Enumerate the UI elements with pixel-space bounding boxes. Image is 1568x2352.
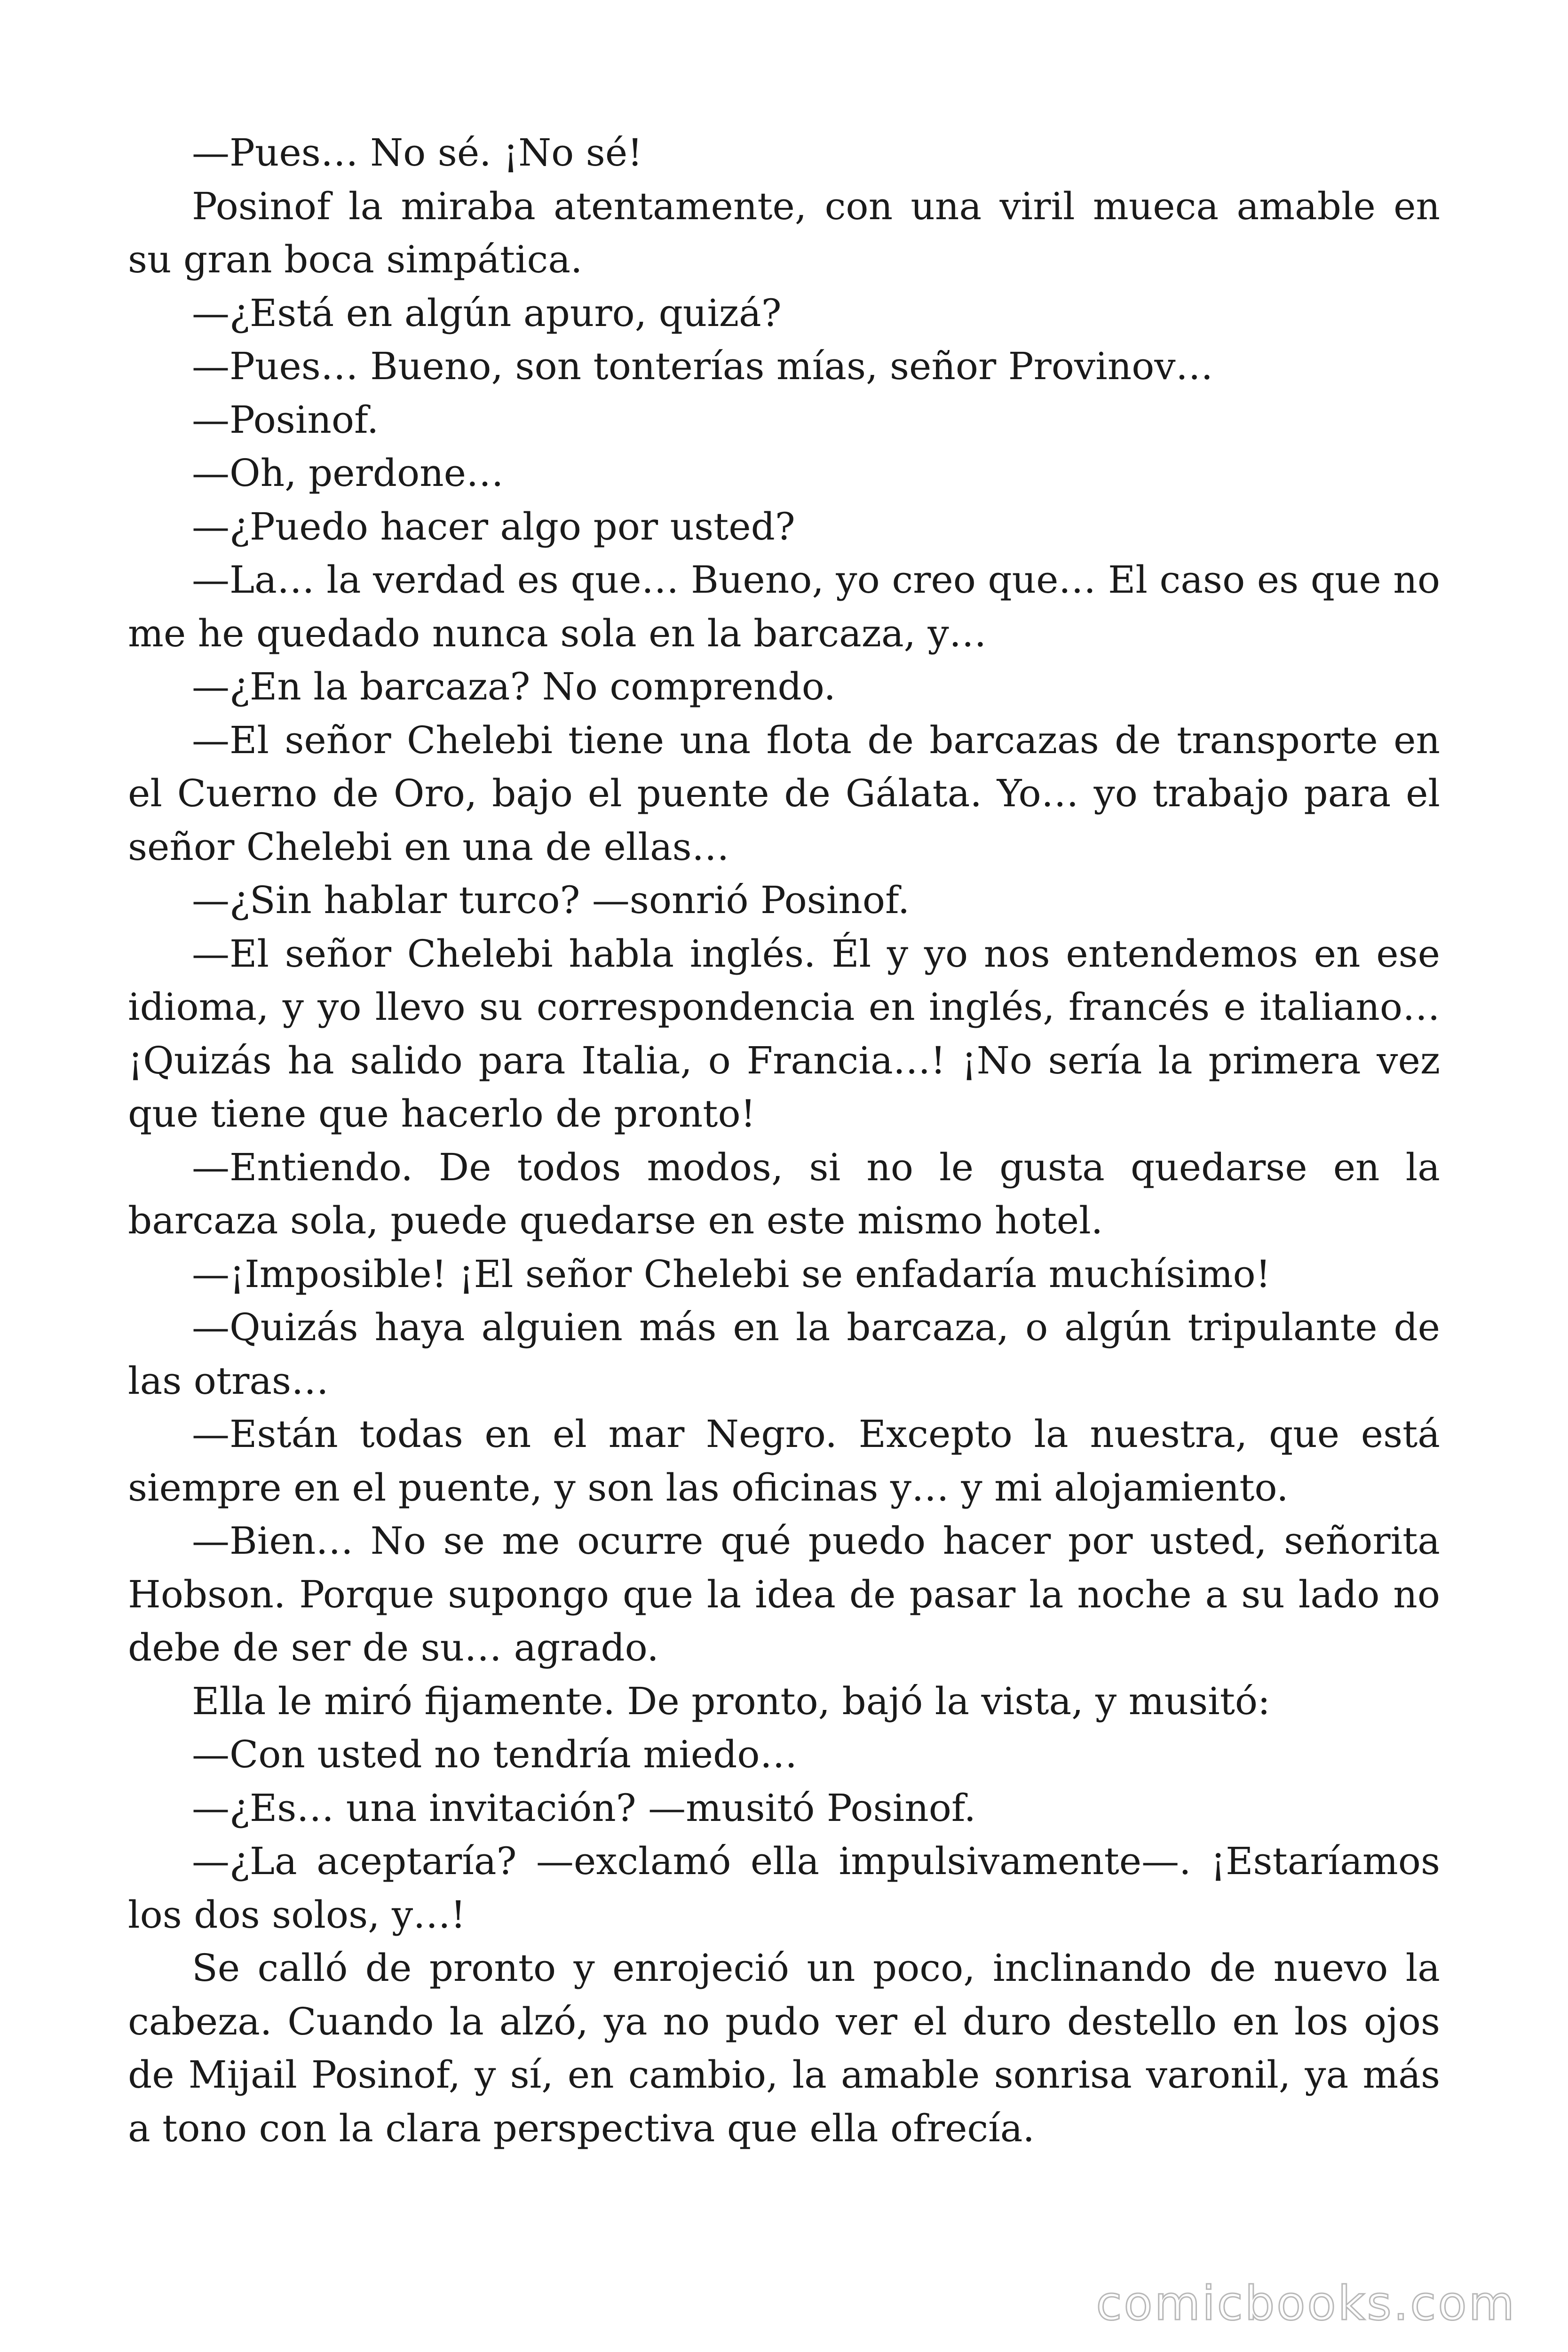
paragraph: —Quizás haya alguien más en la barcaza, o algún tripulante de las otras… xyxy=(128,1305,1440,1403)
paragraph: —Bien… No se me ocurre qué puedo hacer por usted, señorita Hobson. Porque supongo que la idea de pasar la noche a su lado no debe de ser de su… agrado. xyxy=(128,1519,1440,1669)
paragraph: —Pues… No sé. ¡No sé! xyxy=(192,131,643,175)
body-text xyxy=(128,126,1440,2155)
paragraph: —La… la verdad es que… Bueno, yo creo que… El caso es que no me he quedado nunca sola en la barcaza, y… xyxy=(128,558,1440,655)
paragraph: —¿La aceptaría? —exclamó ella impulsivamente—. ¡Estaríamos los dos solos, y…! xyxy=(128,1839,1440,1937)
paragraph: —Están todas en el mar Negro. Excepto la nuestra, que está siempre en el puente, y son las oficinas y… y mi alojamiento. xyxy=(128,1412,1440,1510)
paragraph: —El señor Chelebi habla inglés. Él y yo nos entendemos en ese idioma, y yo llevo su correspondencia en inglés, francés e italiano… ¡Quizás ha salido para Italia, o Francia…! ¡No sería la primera vez que tiene que hacerlo de pronto! xyxy=(128,931,1440,1136)
paragraph: —Con usted no tendría miedo… xyxy=(192,1732,798,1776)
paragraph: —Pues… Bueno, son tonterías mías, señor Provinov… xyxy=(192,344,1213,388)
watermark-logo: comicbooks.com xyxy=(1096,2276,1516,2331)
paragraph: —¿Puedo hacer algo por usted? xyxy=(192,504,795,548)
paragraph: Se calló de pronto y enrojeció un poco, inclinando de nuevo la cabeza. Cuando la alzó, ya no pudo ver el duro destello en los ojos de Mijail Posinof, y sí, en cambio, la amable sonrisa varonil, ya más a tono con la clara perspectiva que ella ofrecía. xyxy=(128,1946,1440,2150)
paragraph: —Posinof. xyxy=(192,397,379,442)
paragraph: —Entiendo. De todos modos, si no le gusta quedarse en la barcaza sola, puede quedarse en este mismo hotel. xyxy=(128,1145,1440,1242)
paragraph: —¿Es… una invitación? —musitó Posinof. xyxy=(192,1786,976,1830)
paragraph: —¿En la barcaza? No comprendo. xyxy=(192,665,836,708)
paragraph: —El señor Chelebi tiene una flota de barcazas de transporte en el Cuerno de Oro, bajo el puente de Gálata. Yo… yo trabajo para el señor Chelebi en una de ellas… xyxy=(128,718,1440,869)
paragraph: —¿Sin hablar turco? —sonrió Posinof. xyxy=(192,878,910,922)
paragraph: —¿Está en algún apuro, quizá? xyxy=(192,291,782,335)
paragraph: Posinof la miraba atentamente, con una viril mueca amable en su gran boca simpática. xyxy=(128,184,1440,281)
paragraph: —¡Imposible! ¡El señor Chelebi se enfadaría muchísimo! xyxy=(192,1252,1271,1296)
paragraph: Ella le miró fijamente. De pronto, bajó la vista, y musitó: xyxy=(192,1679,1270,1723)
paragraph: —Oh, perdone… xyxy=(192,451,504,495)
